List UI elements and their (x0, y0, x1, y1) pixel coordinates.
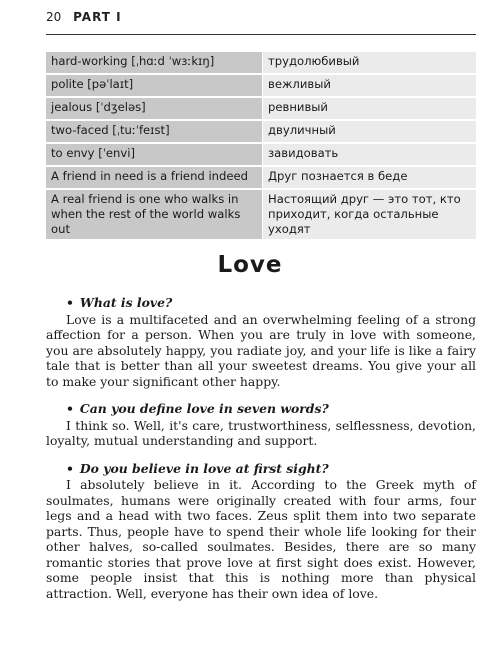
vocabulary-table (46, 52, 476, 241)
qa-block (46, 401, 476, 449)
qa-block (46, 295, 476, 389)
russian-translation: Настоящий друг — это тот, кто приходит, когда остальные уходят (263, 189, 477, 240)
answer: I absolutely believe in it. According to the Greek myth of soulmates, humans were originally created with four arms, four legs and a head with two faces. Zeus split them into two separate parts. Thus, people have to spend their whole life looking for their other halves, so-called soulmates. Besides, there are so many romantic stories that prove love at first sight does exist. However, some people insist that this is nothing more than physical attraction. Well, everyone has their own idea of love. (46, 477, 476, 601)
table-row (46, 120, 476, 143)
english-term: jealous [ˈdʒeləs] (46, 97, 263, 120)
english-term: A friend in need is a friend indeed (46, 166, 263, 189)
question (66, 295, 476, 311)
table-row (46, 52, 476, 74)
part-label: PART I (73, 10, 122, 24)
table-row (46, 166, 476, 189)
english-term: two-faced [ˌtuːˈfeɪst] (46, 120, 263, 143)
qa-block (46, 461, 476, 602)
question-text: What is love? (79, 295, 173, 310)
russian-translation: трудолюбивый (263, 52, 477, 74)
bullet-icon: • (66, 295, 74, 310)
answer: I think so. Well, it's care, trustworthiness, selflessness, devotion, loyalty, mutual understanding and support. (46, 417, 476, 448)
table-row (46, 97, 476, 120)
answer: Love is a multifaceted and an overwhelming feeling of a strong affection for a person. When you are truly in love with someone, you are absolutely happy, you radiate joy, and your life is like a fairy tale that is better than all your sweetest dreams. You give your all to make your significant other happy. (46, 311, 476, 389)
english-term: hard-working [ˌhɑːd ˈwɜːkɪŋ] (46, 52, 263, 74)
russian-translation: ревнивый (263, 97, 477, 120)
russian-translation: завидовать (263, 143, 477, 166)
russian-translation: Друг познается в беде (263, 166, 477, 189)
table-row (46, 143, 476, 166)
page-number: 20 (46, 10, 62, 24)
qa-content (46, 295, 476, 613)
russian-translation: вежливый (263, 74, 477, 97)
bullet-icon: • (66, 460, 74, 476)
english-term: polite [pəˈlaɪt] (46, 74, 263, 97)
table-row (46, 189, 476, 240)
header-rule (46, 34, 476, 35)
russian-translation: двуличный (263, 120, 477, 143)
bullet-icon: • (66, 401, 74, 416)
page-header (46, 10, 122, 24)
question (66, 401, 476, 417)
section-title: Love (217, 252, 283, 278)
question-text: Do you believe in love at first sight? (79, 460, 329, 476)
english-term: A real friend is one who walks in when the rest of the world walks out (46, 189, 263, 240)
question (66, 461, 476, 477)
english-term: to envy [ˈenvi] (46, 143, 263, 166)
table-row (46, 74, 476, 97)
question-text: Can you define love in seven words? (79, 401, 329, 416)
